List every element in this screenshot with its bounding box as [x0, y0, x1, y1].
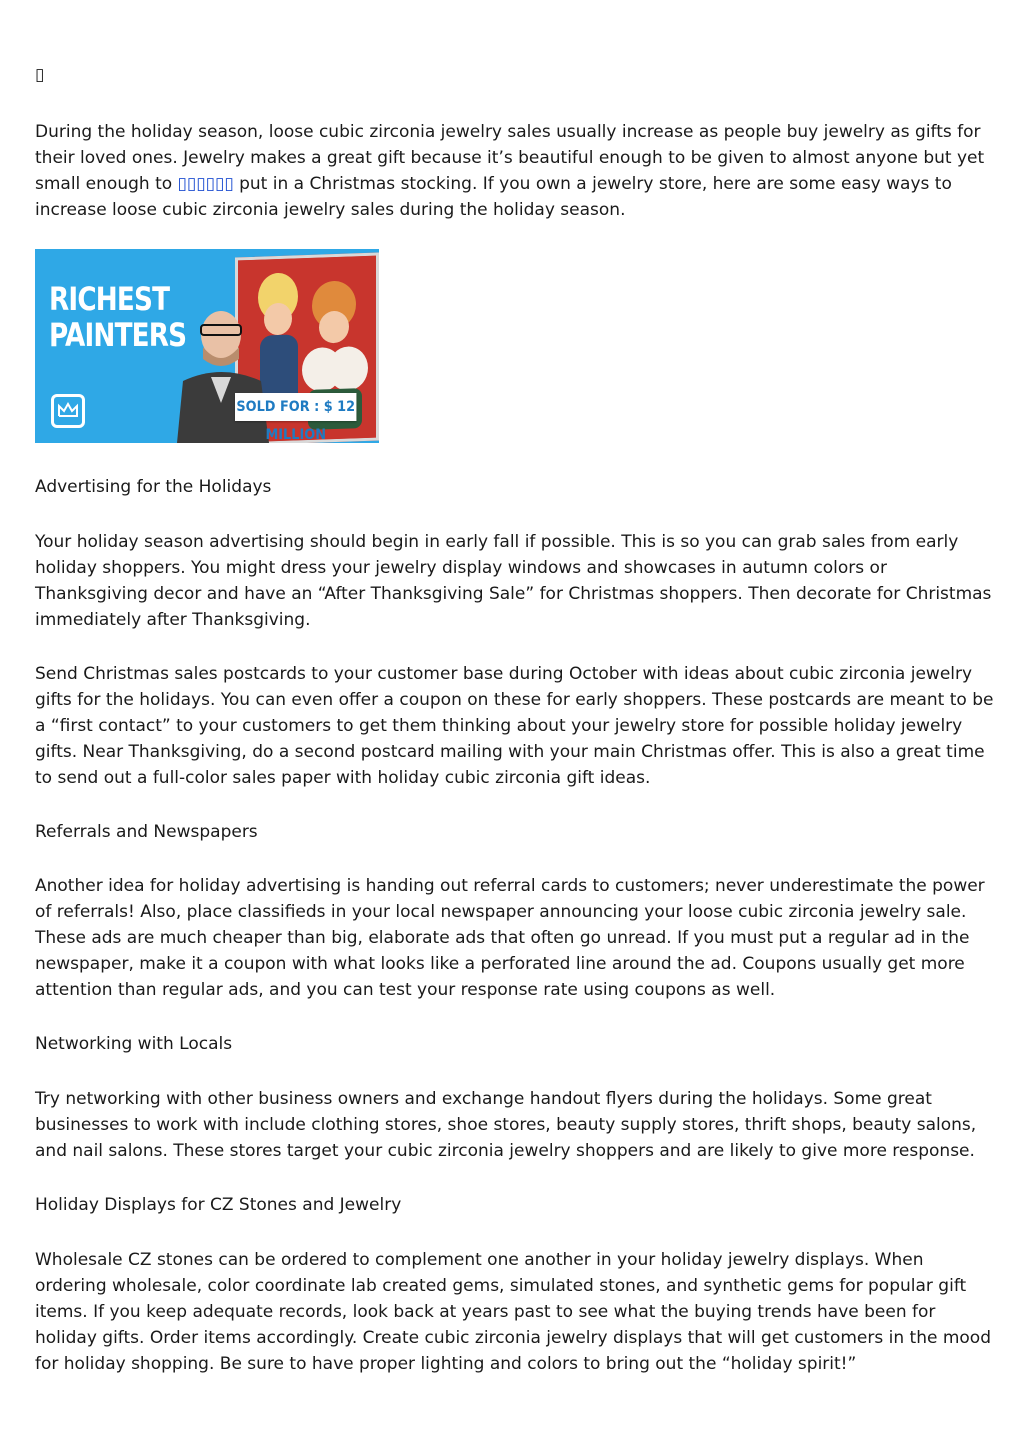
thumbnail-title-line1: RICHEST	[49, 280, 170, 318]
missing-glyph-marker: ▯	[35, 65, 45, 85]
heading-networking: Networking with Locals	[35, 1034, 233, 1054]
paragraph-advertising-1: Your holiday season advertising should begin in early fall if possible. This is so you can grab sales from early holiday shoppers. You might dress your jewelry display windows and showcases in autumn colors or Thanksgiving decor and have an “After Thanksgiving Sale” for Christmas shoppers. Then decorate for Christmas immediately after Thanksgiving.	[35, 532, 992, 630]
thumbnail-title	[49, 281, 186, 353]
intro-text-after: put in a Christmas stocking. If you own a jewelry store, here are some easy ways to increase loose cubic zirconia jewelry sales during the holiday season.	[35, 174, 952, 220]
heading-advertising: Advertising for the Holidays	[35, 477, 272, 497]
sold-for-badge: SOLD FOR : $ 12 MILLION	[235, 393, 356, 421]
intro-paragraph	[35, 119, 995, 223]
paragraph-advertising-2: Send Christmas sales postcards to your customer base during October with ideas about cubic zirconia jewelry gifts for the holidays. You can even offer a coupon on these for early shoppers. These postcards are meant to be a “first contact” to your customers to get them thinking about your jewelry store for possible holiday jewelry gifts. Near Thanksgiving, do a second postcard mailing with your main Christmas offer. This is also a great time to send out a full-color sales paper with holiday cubic zirconia gift ideas.	[35, 664, 994, 788]
paragraph-networking: Try networking with other business owners and exchange handout flyers during the holidays. Some great businesses to work with include clothing stores, shoe stores, beauty supply stores, thrift shops, beauty salons, and nail salons. These stores target your cubic zirconia jewelry shoppers and are likely to give more response.	[35, 1089, 977, 1161]
paragraph-referrals: Another idea for holiday advertising is handing out referral cards to customers; never underestimate the power of referrals! Also, place classifieds in your local newspaper announcing your loose cubic zirconia jewelry sale. These ads are much cheaper than big, elaborate ads that often go unread. If you must put a regular ad in the newspaper, make it a coupon with what looks like a perforated line around the ad. Coupons usually get more attention than regular ads, and you can test your response rate using coupons as well.	[35, 876, 985, 1000]
paragraph-displays: Wholesale CZ stones can be ordered to complement one another in your holiday jewelry displays. When ordering wholesale, color coordinate lab created gems, simulated stones, and synthetic gems for popular gift items. If you keep adequate records, look back at years past to see what the buying trends have been for holiday gifts. Order items accordingly. Create cubic zirconia jewelry displays that will get customers in the mood for holiday shopping. Be sure to have proper lighting and colors to bring out the “holiday spirit!”	[35, 1250, 992, 1374]
heading-displays: Holiday Displays for CZ Stones and Jewelry	[35, 1195, 402, 1215]
intro-inline-link[interactable]: ▯▯▯▯▯▯	[177, 174, 234, 194]
crown-icon	[51, 394, 85, 428]
heading-referrals: Referrals and Newspapers	[35, 822, 258, 842]
thumbnail-title-line2: PAINTERS	[49, 316, 187, 354]
intro-text-before: During the holiday season, loose cubic zirconia jewelry sales usually increase as people buy jewelry as gifts for their loved ones. Jewelry makes a great gift because it’s beautiful enough to be given to almost anyone but yet small enough to	[35, 122, 985, 194]
article-thumbnail[interactable]	[35, 249, 379, 443]
person-image	[173, 307, 273, 443]
